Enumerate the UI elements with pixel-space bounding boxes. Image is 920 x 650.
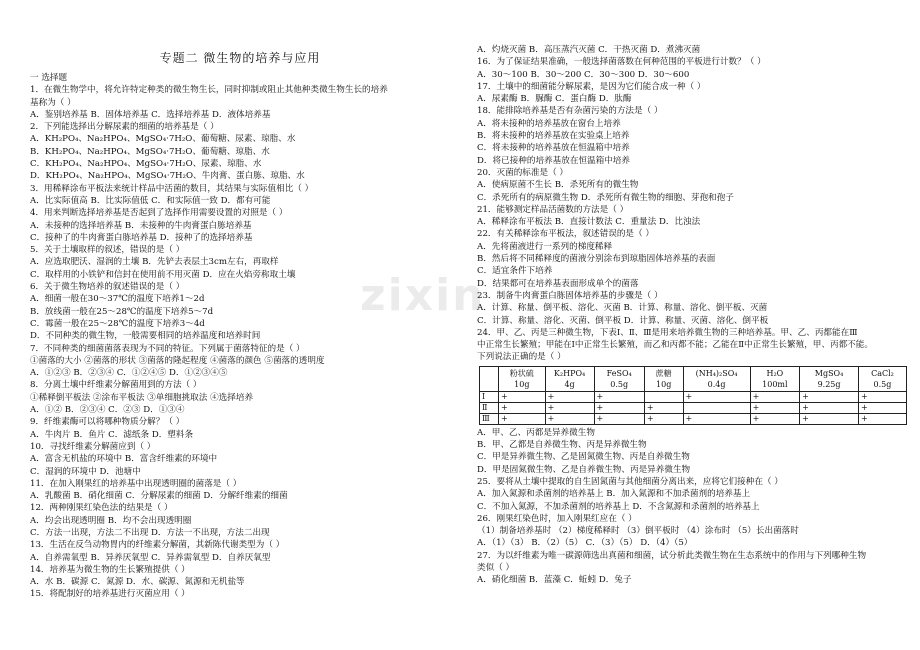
question-line: A．鉴别培养基 B．固体培养基 C．选择培养基 D．液体培养基 (30, 109, 271, 120)
table-cell: + (545, 391, 594, 402)
table-header-cell: H₂O 100ml (750, 366, 800, 391)
question-line: C．不加入氮源，不加杀菌剂的培养基上 D．不含氮源和杀菌剂的培养基上 (477, 501, 760, 512)
question-line: A．细菌一般在30～37℃的温度下培养1～2d (30, 294, 205, 305)
question-line: B．然后将不同稀释度的菌液分别涂布到琼脂固体培养基的表面 (477, 254, 716, 265)
question-line: 6．关于微生物培养的叙述错误的是（ ） (30, 282, 185, 293)
question-line: C．霉菌一般在25～28℃的温度下培养3～4d (30, 318, 205, 329)
question-line: A．灼烧灭菌 B．高压蒸汽灭菌 C．干热灭菌 D．煮沸灭菌 (477, 45, 701, 55)
question-line: C．甲是异养微生物、乙是固氮微生物、丙是自养微生物 (477, 452, 690, 463)
question-line: A．乳酸菌 B．硝化细菌 C．分解尿素的细菌 D．分解纤维素的细菌 (30, 491, 288, 502)
table-header-cell: (NH₄)₂SO₄ 0.4g (683, 366, 750, 391)
question-line: A．未接种的选择培养基 B．未接种的牛肉膏蛋白胨培养基 (30, 220, 252, 231)
table-cell (644, 391, 683, 402)
table-cell: + (594, 413, 644, 424)
left-column (30, 50, 450, 601)
question-line: A．富含无机盐的环境中 B．富含纤维素的环境中 (30, 454, 218, 465)
question-line: 4．用来判断选择培养基是否起到了选择作用需要设置的对照是（ ） (30, 208, 288, 219)
question-line: A．应选取肥沃、湿润的土壤 B．先铲去表层土3cm左右，再取样 (30, 257, 279, 268)
question-line: （1）制备培养基时 （2）梯度稀释时 （3）倒平板时 （4）涂布时 （5）长出菌落时 (477, 526, 799, 537)
question-line: B．KH₂PO₄、Na₂HPO₄、MgSO₄·7H₂O、葡萄糖、琼脂、水 (30, 146, 270, 157)
question-line: 25．要将从土壤中提取的自生固氮菌与其他细菌分离出来，应将它们接种在（ ） (477, 476, 783, 487)
question-line: B．放线菌一般在25～28℃的温度下培养5～7d (30, 306, 214, 317)
table-row (480, 402, 907, 413)
question-line: A．30～100 B．30～200 C．30～300 D．30～600 (477, 69, 690, 80)
question-line: D．不同种类的微生物，一般需要相同的培养温度和培养时间 (30, 331, 261, 342)
left-question-list (30, 72, 450, 601)
question-line: A．先将菌液进行一系列的梯度稀释 (477, 241, 613, 252)
question-line: B．将未接种的培养基放在实验桌上培养 (477, 131, 630, 142)
table-cell: Ⅲ (480, 413, 499, 424)
question-line: A．水 B．碳源 C．氮源 D．水、碳源、氮源和无机盐等 (30, 577, 245, 588)
question-line: C．将未接种的培养基放在恒温箱中培养 (477, 143, 630, 154)
question-line: A．稀释涂布平板法 B．直接计数法 C．重量法 D．比浊法 (477, 217, 701, 228)
table-header-cell: MgSO₄ 9.25g (800, 366, 859, 391)
table-cell: Ⅰ (480, 391, 499, 402)
question-line: 1．在微生物学中，将允许特定种类的微生物生长，同时抑制或阻止其他种类微生物生长的培养 (30, 85, 388, 96)
question-line: D．甲是固氮微生物、乙是自养微生物、丙是异养微生物 (477, 464, 691, 475)
question-line: 21．能够测定样品活菌数的方法是（ ） (477, 204, 629, 215)
question-line: A．自养需氧型 B．异养厌氧型 C．异养需氧型 D．自养厌氧型 (30, 552, 271, 563)
table-cell: + (800, 402, 859, 413)
question-line: C．取样用的小铁铲和信封在使用前不用灭菌 D．应在火焰旁称取土壤 (30, 269, 296, 280)
table-cell: + (644, 413, 683, 424)
table-cell: + (499, 413, 546, 424)
question-line: C．湿润的环境中 D．池塘中 (30, 466, 141, 477)
table-header-cell: K₂HPO₄ 4g (545, 366, 594, 391)
table-cell: + (750, 402, 800, 413)
table-header-cell: FeSO₄ 0.5g (594, 366, 644, 391)
right-question-list-top (477, 44, 907, 364)
question-line: D．将已接种的培养基放在恒温箱中培养 (477, 155, 630, 166)
question-line: C．KH₂PO₄、Na₂HPO₄、MgSO₄·7H₂O、尿素、琼脂、水 (30, 159, 262, 170)
question-line: 5．关于土壤取样的叙述，错误的是（ ） (30, 245, 185, 256)
table-cell: + (800, 413, 859, 424)
question-line: 基称为（ ） (30, 97, 76, 108)
right-question-list-bottom (477, 427, 907, 587)
question-line: 10．寻找纤维素分解菌应到（ ） (30, 441, 156, 452)
table-cell: + (800, 391, 859, 402)
question-line: 20．灭菌的标准是（ ） (477, 167, 569, 178)
question-line: 13．生活在反刍动物胃内的纤维素分解菌，其新陈代谢类型为（ ） (30, 540, 285, 551)
question-line: C．计算、称量、溶化、灭菌、倒平板 D．计算、称量、灭菌、溶化、倒平板 (477, 315, 769, 326)
table-header-cell: 粉状硫 10g (499, 366, 546, 391)
table-cell: + (858, 402, 906, 413)
question-line: 类似（ ） (477, 562, 515, 573)
table-cell: + (499, 391, 546, 402)
question-line: A．计算、称量、倒平板、溶化、灭菌 B．计算、称量、溶化、倒平板、灭菌 (477, 303, 768, 314)
question-line: 16．为了保证结果准确，一般选择菌落数在何种范围的平板进行计数？（ ） (477, 57, 766, 68)
question-line: 23．制备牛肉膏蛋白胨固体培养基的步骤是（ ） (477, 290, 663, 301)
question-line: 9．纤维素酶可以将哪种物质分解？（ ） (30, 417, 185, 428)
question-line: C．杀死所有的病原微生物 D．杀死所有微生物的细胞、芽孢和孢子 (477, 192, 734, 203)
question-line: 11．在加入刚果红的培养基中出现透明圈的菌落是（ ） (30, 478, 242, 489)
question-line: A．①②③ B．②③④ C．①②④⑤ D．①②③④⑤ (30, 368, 228, 379)
question-line: C．适宜条件下培养 (477, 266, 553, 277)
question-line: 14．培养基为微生物的生长繁殖提供（ ） (30, 564, 190, 575)
table-cell: + (499, 402, 546, 413)
question-line: A．比实际值高 B．比实际值低 C．和实际值一致 D．都有可能 (30, 195, 271, 206)
table-cell: + (683, 413, 750, 424)
table-header-cell: CaCl₂ 0.5g (858, 366, 906, 391)
table-cell: + (858, 413, 906, 424)
question-line: B．甲、乙都是自养微生物、丙是异养微生物 (477, 440, 647, 451)
table-row (480, 413, 907, 424)
question-line: A．加入氮源和杀菌剂的培养基上 B．加入氮源和不加杀菌剂的培养基上 (477, 489, 751, 500)
question-line: D．KH₂PO₄、Na₂HPO₄、MgSO₄·7H₂O、牛肉膏、蛋白胨、琼脂、水 (30, 171, 305, 182)
table-cell: + (858, 391, 906, 402)
table-cell: Ⅱ (480, 402, 499, 413)
question-line: ①稀释倒平板法 ②涂布平板法 ③单细胞挑取法 ④选择培养 (30, 392, 254, 403)
watermark: zixin (360, 270, 486, 321)
table-cell: + (644, 402, 683, 413)
question-line: 26．刚果红染色时，加入刚果红应在（ ） (477, 513, 637, 524)
question-line: A．（1）（3） B．（2）（5） C．（3）（5） D．（4）（5） (477, 538, 693, 549)
table-cell: + (750, 391, 800, 402)
question-line: 一 选择题 (30, 73, 68, 83)
table-cell: + (545, 413, 594, 424)
table-cell: + (594, 402, 644, 413)
right-column (477, 44, 907, 587)
question-line: A．牛肉片 B．鱼片 C．滤纸条 D．塑料条 (30, 429, 194, 440)
question-line: 3．用稀释涂布平板法来统计样品中活菌的数目，其结果与实际值相比（ ） (30, 183, 314, 194)
question-line: 2．下列能选择出分解尿素的细菌的培养基是（ ） (30, 122, 219, 133)
question-line: A．①② B．②③④ C．②③ D．①③④ (30, 405, 185, 416)
question-line: A．尿素酶 B．脲酶 C．蛋白酶 D．肽酶 (477, 94, 632, 105)
culture-medium-table (479, 366, 907, 425)
question-line: A．使病原菌不生长 B．杀死所有的微生物 (477, 180, 639, 191)
question-line: 17．土壤中的细菌能分解尿素，是因为它们能合成一种（ ） (477, 81, 706, 92)
question-line: C．方法一出现，方法二不出现 D．方法一不出现，方法二出现 (30, 527, 270, 538)
table-header-cell: 蔗糖 10g (644, 366, 683, 391)
question-line: 12．两种刚果红染色法的结果是（ ） (30, 503, 173, 514)
question-line: C．接种了的牛肉膏蛋白胨培养基 D．接种了的选择培养基 (30, 232, 253, 243)
table-cell: + (545, 402, 594, 413)
question-line: 18．能排除培养基是否有杂菌污染的方法是（ ） (477, 106, 663, 117)
question-line: A．将未接种的培养基放在窗台上培养 (477, 118, 621, 129)
question-line: 8．分离土壤中纤维素分解菌用到的方法（ ） (30, 380, 202, 391)
question-line: A．KH₂PO₄、Na₂HPO₄、MgSO₄·7H₂O、葡萄糖、尿素、琼脂、水 (30, 134, 296, 145)
table-cell: + (750, 413, 800, 424)
table-row (480, 391, 907, 402)
table-cell: + (594, 391, 644, 402)
page-title: 专题二 微生物的培养与应用 (159, 51, 321, 65)
table-header-cell (480, 366, 499, 391)
question-line: 27．为以纤维素为唯一碳源筛选出真菌和细菌，试分析此类微生物在生态系统中的作用与下列哪种生物 (477, 550, 867, 561)
question-line: 下列说法正确的是（ ） (477, 352, 566, 363)
question-line: 7．不同种类的细菌菌落表现为不同的特征。下列属于菌落特征的是（ ） (30, 343, 305, 354)
question-line: D．结果都可在培养基表面形成单个的菌落 (477, 278, 639, 289)
question-line: ①菌落的大小 ②菌落的形状 ③菌落的隆起程度 ④菌落的颜色 ⑤菌落的透明度 (30, 355, 325, 366)
table-cell: + (683, 391, 750, 402)
question-line: 22．有关稀释涂布平板法，叙述错误的是（ ） (477, 229, 654, 240)
question-line: 15．将配制好的培养基进行灭菌应用（ ） (30, 589, 190, 600)
question-line: 24．甲、乙、丙是三种微生物，下表Ⅰ、Ⅱ、Ⅲ是用来培养微生物的三种培养基。甲、乙、丙都能在Ⅲ (477, 327, 858, 338)
table-cell (683, 402, 750, 413)
question-line: A．硝化细菌 B．蓝藻 C．蚯蚓 D．兔子 (477, 575, 632, 586)
question-line: A．均会出现透明圈 B．均不会出现透明圈 (30, 515, 192, 526)
question-line: A．甲、乙、丙都是异养微生物 (477, 427, 595, 438)
question-line: 中正常生长繁殖；甲能在Ⅰ中正常生长繁殖，而乙和丙都不能；乙能在Ⅱ中正常生长繁殖，甲、丙都不能。 (477, 340, 873, 351)
